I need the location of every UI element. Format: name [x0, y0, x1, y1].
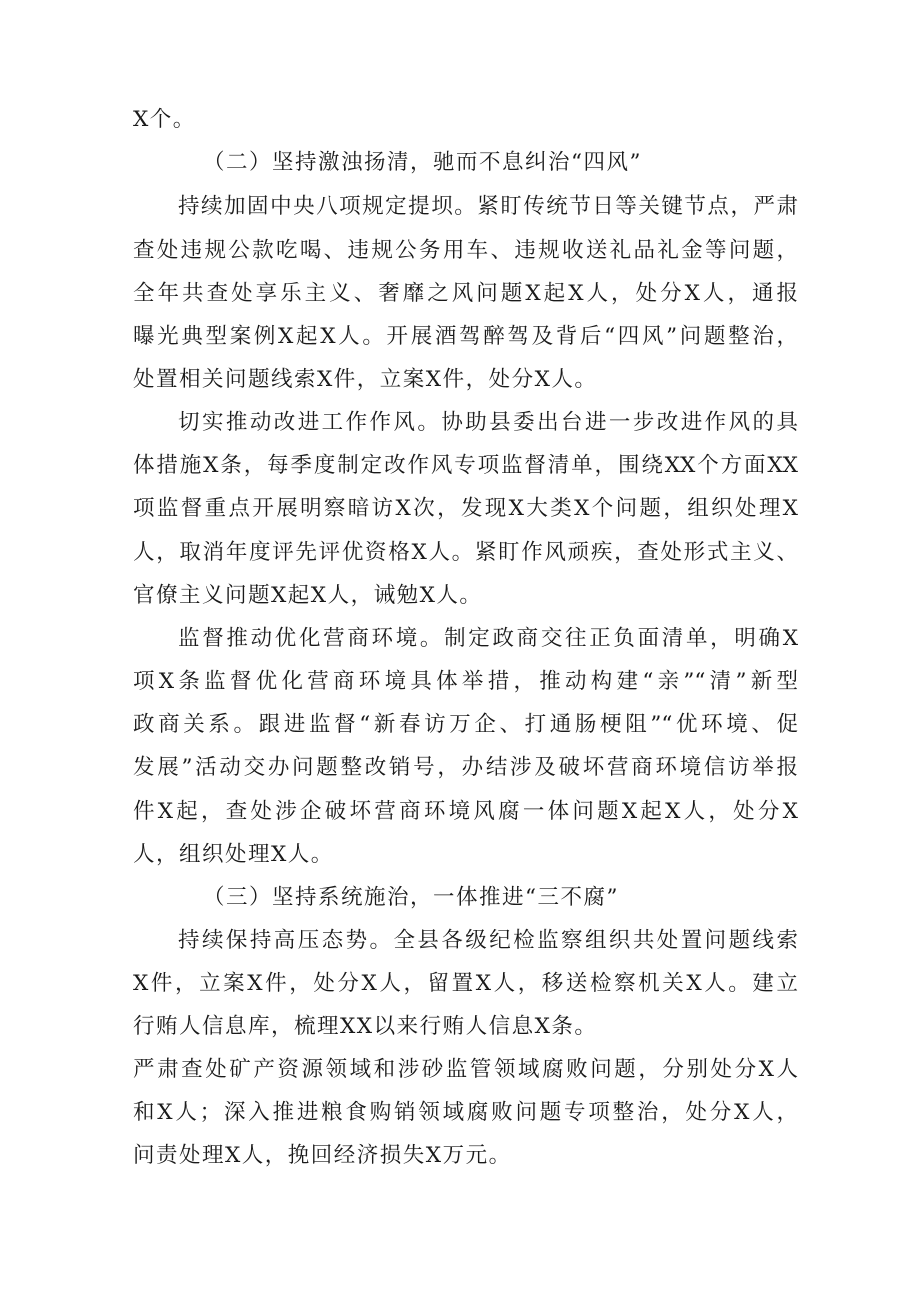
- text-line: 项监督重点开展明察暗访X次，发现X大类X个问题，组织处理X: [133, 496, 798, 521]
- text-line: 件X起，查处涉企破坏营商环境风腐一体问题X起X人，处分X: [133, 799, 798, 824]
- section-heading-2: （二）坚持激浊扬清，驰而不息纠治“四风”: [203, 150, 642, 175]
- text-line: 持续保持高压态势。全县各级纪检监察组织共处置问题线索: [178, 928, 798, 953]
- text-line: 项X条监督优化营商环境具体举措，推动构建“亲”“清”新型: [133, 669, 798, 694]
- section-heading-3: （三）坚持系统施治，一体推进“三不腐”: [203, 885, 619, 910]
- text-line: 曝光典型案例X起X人。开展酒驾醉驾及背后“四风”问题整治，: [133, 324, 798, 349]
- text-line: 切实推动改进工作作风。协助县委出台进一步改进作风的具: [178, 410, 798, 435]
- text-line: 全年共查处享乐主义、奢靡之风问题X起X人，处分X人，通报: [133, 281, 798, 306]
- text-line: 行贿人信息库，梳理XX以来行贿人信息X条。: [133, 1014, 598, 1039]
- text-line: X件，立案X件，处分X人，留置X人，移送检察机关X人。建立: [133, 971, 798, 996]
- text-line: 处置相关问题线索X件，立案X件，处分X人。: [133, 367, 598, 392]
- text-line: 严肃查处矿产资源领域和涉砂监管领域腐败问题，分别处分X人: [133, 1057, 798, 1082]
- text-line: 问责处理X人，挽回经济损失X万元。: [133, 1143, 512, 1168]
- text-line: 监督推动优化营商环境。制定政商交往正负面清单，明确X: [178, 626, 798, 651]
- text-line: 持续加固中央八项规定提坝。紧盯传统节日等关键节点，严肃: [178, 194, 798, 219]
- text-line: 政商关系。跟进监督“新春访万企、打通肠梗阻”“优环境、促: [133, 712, 798, 737]
- text-line: 发展”活动交办问题整改销号，办结涉及破坏营商环境信访举报: [133, 755, 798, 780]
- text-line: 体措施X条，每季度制定改作风专项监督清单，围绕XX个方面XX: [133, 453, 798, 478]
- text-line: 查处违规公款吃喝、违规公务用车、违规收送礼品礼金等问题，: [133, 238, 798, 263]
- text-line: X个。: [133, 107, 196, 132]
- text-line: 人，取消年度评先评优资格X人。紧盯作风顽疾，查处形式主义、: [133, 540, 798, 565]
- text-line: 和X人；深入推进粮食购销领域腐败问题专项整治，处分X人，: [133, 1100, 798, 1125]
- text-line: 人，组织处理X人。: [133, 842, 334, 867]
- text-line: 官僚主义问题X起X人，诫勉X人。: [133, 583, 483, 608]
